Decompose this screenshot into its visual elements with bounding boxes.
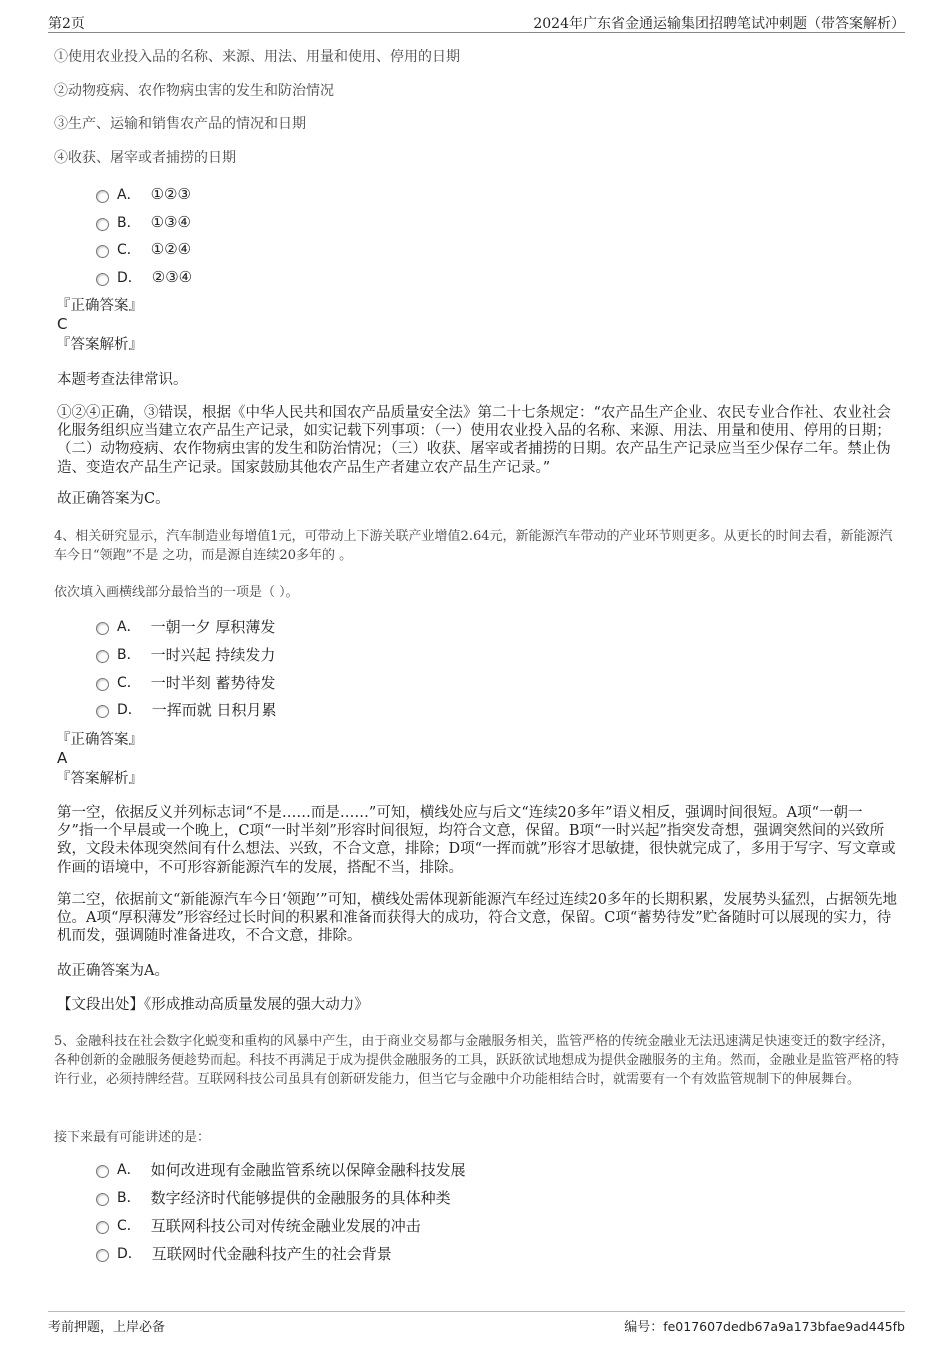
analysis-label: 『答案解析』 <box>56 337 143 353</box>
answer-value: C <box>57 315 68 333</box>
radio-button[interactable] <box>96 1193 109 1206</box>
question-3-items <box>54 46 914 180</box>
radio-button[interactable] <box>96 273 109 286</box>
list-item: ①使用农业投入品的名称、来源、用法、用量和使用、停用的日期 <box>54 49 460 65</box>
radio-button[interactable] <box>96 1165 109 1178</box>
radio-button[interactable] <box>96 218 109 231</box>
radio-button[interactable] <box>96 678 109 691</box>
source-citation: 【文段出处】《形成推动高质量发展的强大动力》 <box>57 997 369 1013</box>
page-footer <box>48 1311 905 1338</box>
list-item: ④收获、屠宰或者捕捞的日期 <box>54 149 236 166</box>
option-a[interactable]: A． ①②③ <box>96 183 191 205</box>
analysis-paragraph: ①②④正确，③错误，根据《中华人民共和国农产品质量安全法》第二十七条规定：“农产品生产企业、农民专业合作社、农业社会化服务组织应当建立农产品生产记录，如实记载下列事项：（一）使用农业投入品的名称、来源、用法、用量和使用、停用的日期；（二）动物疫病、农作物病虫害的发生和防治情况；（三）收获、屠宰或者捕捞的日期。农产品生产记录应当至少保存二年。禁止伪造、变造农产品生产记录。国家鼓励其他农产品生产者建立农产品生产记录。” <box>57 405 891 476</box>
question-4-stem: 4、相关研究显示，汽车制造业每增值1元，可带动上下游关联产业增值2.64元，新能源汽车带动的产业环节则更多。从更长的时间去看，新能源汽车今日“领跑”不是 之功，而是源自连续20多年的 。 <box>54 529 893 563</box>
option-b[interactable]: B． 数字经济时代能够提供的金融服务的具体种类 <box>96 1186 451 1208</box>
question-5-prompt: 接下来最有可能讲述的是： <box>54 1130 211 1145</box>
analysis-paragraph: 本题考查法律常识。 <box>57 372 188 388</box>
analysis-paragraph: 第二空，依据前文“新能源汽车今日‘领跑’”可知，横线处需体现新能源汽车经过连续20多年的长期积累，发展势头猛烈，占据领先地位。A项“厚积薄发”形容经过长时间的积累和准备而获得大的成功，符合文意，保留。C项“蓄势待发”贮备随时可以展现的实力，待机而发，强调随时准备进攻，不合文意，排除。 <box>57 892 897 945</box>
option-d[interactable]: D． 一挥而就 日积月累 <box>96 698 277 720</box>
list-item: ②动物疫病、农作物病虫害的发生和防治情况 <box>54 82 334 99</box>
analysis-paragraph: 第一空，依据反义并列标志词“不是……而是……”可知，横线处应与后文“连续20多年”语义相反，强调时间很短。A项“一朝一夕”指一个早晨或一个晚上，C项“一时半刻”形容时间很短，均符合文意，保留。B项“一时兴起”指突发奇想，强调突然间的兴致所致，文段未体现突然间有什么想法、兴致，不合文意，排除；D项“一挥而就”形容才思敏捷，很快就完成了，多用于写字、写文章或作画的语境中，不可形容新能源汽车的发展，搭配不当，排除。 <box>57 805 896 876</box>
answer-value: A <box>57 749 68 767</box>
question-4-prompt: 依次填入画横线部分最恰当的一项是（ ）。 <box>54 585 299 600</box>
footer-slogan: 考前押题，上岸必备 <box>48 1320 166 1335</box>
answer-label: 『正确答案』 <box>56 732 143 748</box>
option-a[interactable]: A． 如何改进现有金融监管系统以保障金融科技发展 <box>96 1158 466 1180</box>
document-title: 2024年广东省金通运输集团招聘笔试冲刺题（带答案解析） <box>533 16 905 32</box>
page-header <box>48 10 905 33</box>
document-code: 编号：fe017607dedb67a9a173bfae9ad445fb <box>624 1319 905 1335</box>
radio-button[interactable] <box>96 622 109 635</box>
option-c[interactable]: C． 互联网科技公司对传统金融业发展的冲击 <box>96 1214 421 1236</box>
option-d[interactable]: D． 互联网时代金融科技产生的社会背景 <box>96 1242 392 1264</box>
option-b[interactable]: B． 一时兴起 持续发力 <box>96 643 275 665</box>
radio-button[interactable] <box>96 1249 109 1262</box>
radio-button[interactable] <box>96 1221 109 1234</box>
option-c[interactable]: C． ①②④ <box>96 238 191 260</box>
radio-button[interactable] <box>96 705 109 718</box>
radio-button[interactable] <box>96 650 109 663</box>
option-a[interactable]: A． 一朝一夕 厚积薄发 <box>96 615 275 637</box>
list-item: ③生产、运输和销售农产品的情况和日期 <box>54 116 306 132</box>
option-d[interactable]: D． ②③④ <box>96 266 192 288</box>
analysis-conclusion: 故正确答案为A。 <box>57 963 169 979</box>
option-b[interactable]: B． ①③④ <box>96 211 191 233</box>
radio-button[interactable] <box>96 190 109 203</box>
page-number: 第2页 <box>48 16 85 32</box>
analysis-label: 『答案解析』 <box>56 771 143 787</box>
answer-label: 『正确答案』 <box>56 298 143 314</box>
radio-button[interactable] <box>96 245 109 258</box>
option-c[interactable]: C． 一时半刻 蓄势待发 <box>96 671 276 693</box>
question-5-stem: 5、金融科技在社会数字化蜕变和重构的风暴中产生，由于商业交易都与金融服务相关，监管严格的传统金融业无法迅速满足快速变迁的数字经济，各种创新的金融服务便趁势而起。科技不再满足于成为提供金融服务的工具，跃跃欲试地想成为提供金融服务的主角。然而，金融业是监管严格的特许行业，必须持牌经营。互联网科技公司虽具有创新研发能力，但当它与金融中介功能相结合时，就需要有一个有效监管规制下的伸展舞台。 <box>54 1034 900 1087</box>
analysis-conclusion: 故正确答案为C。 <box>57 491 170 507</box>
